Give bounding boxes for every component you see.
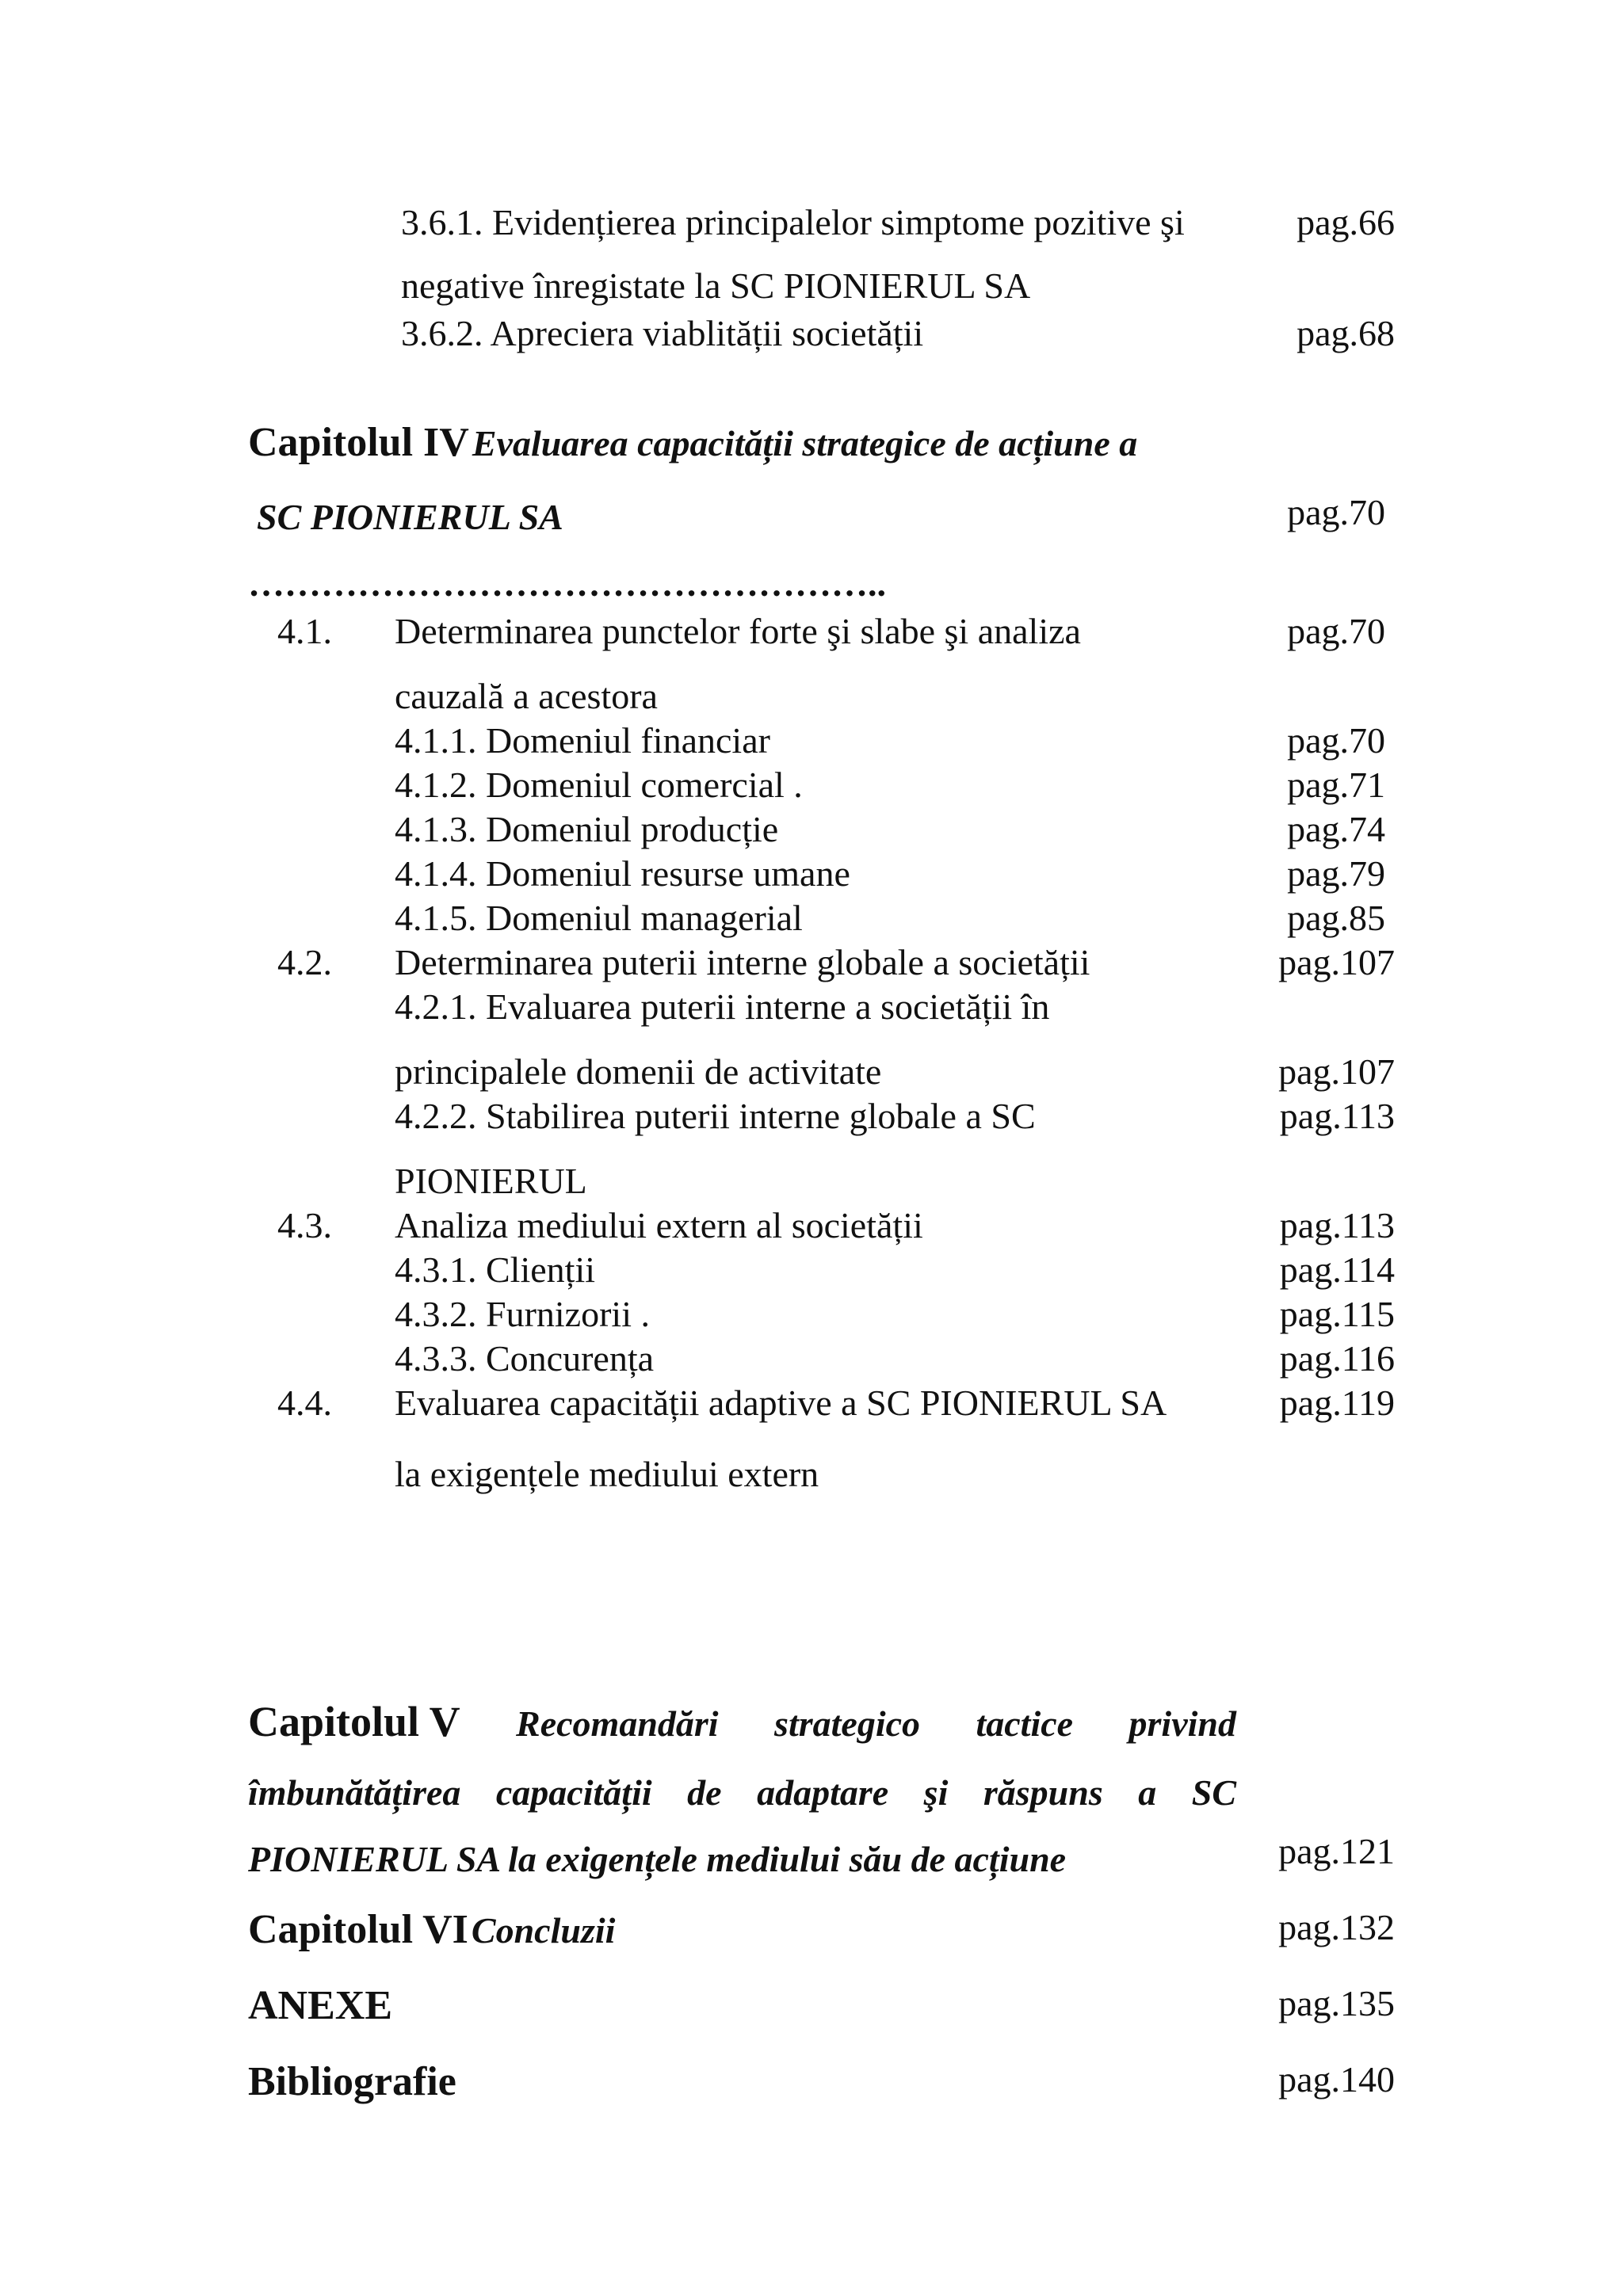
toc-page-4-1-4: pag.79 xyxy=(1287,853,1385,894)
anexe-page: pag.135 xyxy=(1278,1983,1395,2023)
chapter-6-label: Capitolul VI xyxy=(248,1907,468,1952)
chapter-5-word: de xyxy=(687,1772,722,1813)
toc-page-4-2: pag.107 xyxy=(1278,942,1395,982)
toc-entry-4-1-4: 4.1.4. Domeniul resurse umane xyxy=(395,853,850,894)
toc-page-4-3-3: pag.116 xyxy=(1279,1338,1395,1379)
toc-page-4-4: pag.119 xyxy=(1279,1383,1395,1423)
chapter-5-word: şi xyxy=(923,1772,949,1813)
toc-page-4-2-1: pag.107 xyxy=(1278,1051,1395,1092)
chapter-5-page: pag.121 xyxy=(1278,1831,1395,1871)
chapter-5-word: adaptare xyxy=(757,1772,889,1813)
toc-page-3-6-2: pag.68 xyxy=(1296,313,1395,353)
chapter-5-heading xyxy=(248,1700,1236,1743)
bibliografie-page: pag.140 xyxy=(1278,2059,1395,2100)
chapter-5-word: capacității xyxy=(495,1772,652,1813)
toc-entry-3-6-2: 3.6.2. Apreciera viablității societății xyxy=(401,313,924,353)
toc-page-3-6-1: pag.66 xyxy=(1296,202,1395,242)
toc-entry-4-4-cont: la exigențele mediului extern xyxy=(395,1454,819,1494)
toc-page-4-1: pag.70 xyxy=(1287,611,1385,651)
toc-num-4-4: 4.4. xyxy=(277,1383,332,1423)
toc-entry-4-2: Determinarea puterii interne globale a societății xyxy=(395,942,1090,982)
toc-entry-4-4: Evaluarea capacității adaptive a SC PIONIERUL SA xyxy=(395,1383,1167,1423)
toc-entry-4-1-5: 4.1.5. Domeniul managerial xyxy=(395,898,803,938)
chapter-5-word: tactice xyxy=(976,1703,1074,1744)
chapter-5-word: îmbunătățirea xyxy=(248,1772,461,1813)
chapter-5-title-line2 xyxy=(248,1772,1236,1813)
chapter-5-word: răspuns xyxy=(983,1772,1103,1813)
toc-page-4-1-3: pag.74 xyxy=(1287,809,1385,849)
chapter-4-dots: …………………………………………….. xyxy=(248,563,886,604)
chapter-5-label: Capitolul V xyxy=(248,1698,460,1745)
toc-entry-3-6-1: 3.6.1. Evidențierea principalelor simptome pozitive şi xyxy=(401,202,1185,242)
toc-entry-4-3-3: 4.3.3. Concurența xyxy=(395,1338,655,1379)
chapter-5-word: SC xyxy=(1191,1772,1236,1813)
toc-num-4-2: 4.2. xyxy=(277,942,332,982)
chapter-6-heading xyxy=(248,1909,615,1951)
toc-page-4-3-1: pag.114 xyxy=(1279,1249,1395,1290)
bibliografie-heading: Bibliografie xyxy=(248,2059,456,2104)
toc-page-4-3-2: pag.115 xyxy=(1279,1294,1395,1334)
chapter-4-label: Capitolul IV xyxy=(248,420,469,465)
toc-entry-4-3: Analiza mediului extern al societății xyxy=(395,1205,923,1245)
toc-entry-4-2-2: 4.2.2. Stabilirea puterii interne globale a SC xyxy=(395,1096,1036,1136)
chapter-4-title-cont: SC PIONIERUL SA xyxy=(257,497,563,537)
chapter-5-word: strategico xyxy=(774,1703,921,1744)
toc-entry-3-6-1-cont: negative înregistate la SC PIONIERUL SA xyxy=(401,265,1031,306)
chapter-5-word: privind xyxy=(1128,1703,1236,1744)
toc-entry-4-2-1-cont: principalele domenii de activitate xyxy=(395,1051,882,1092)
toc-entry-4-3-1: 4.3.1. Clienții xyxy=(395,1249,595,1290)
anexe-heading: ANEXE xyxy=(248,1983,393,2028)
chapter-4-heading xyxy=(248,422,1137,463)
toc-entry-4-3-2: 4.3.2. Furnizorii . xyxy=(395,1294,650,1334)
chapter-5-word: a xyxy=(1138,1772,1157,1813)
chapter-4-title: Evaluarea capacității strategice de acțiune a xyxy=(472,423,1138,463)
toc-entry-4-1-1: 4.1.1. Domeniul financiar xyxy=(395,720,770,761)
toc-entry-4-1-3: 4.1.3. Domeniul producție xyxy=(395,809,779,849)
chapter-5-title-line3: PIONIERUL SA la exigențele mediului său de acțiune xyxy=(248,1839,1067,1879)
toc-entry-4-2-1: 4.2.1. Evaluarea puterii interne a societății în xyxy=(395,986,1050,1027)
toc-num-4-3: 4.3. xyxy=(277,1205,332,1245)
toc-page-4-1-2: pag.71 xyxy=(1287,765,1385,805)
toc-page-4-2-2: pag.113 xyxy=(1279,1096,1395,1136)
chapter-5-word: Recomandări xyxy=(516,1703,719,1744)
toc-page-4-1-5: pag.85 xyxy=(1287,898,1385,938)
chapter-6-page: pag.132 xyxy=(1278,1907,1395,1947)
chapter-6-title: Concluzii xyxy=(471,1910,616,1951)
toc-entry-4-1-2: 4.1.2. Domeniul comercial . xyxy=(395,765,803,805)
toc-entry-4-1-cont: cauzală a acestora xyxy=(395,676,658,716)
toc-page-4-3: pag.113 xyxy=(1279,1205,1395,1245)
toc-page-4-1-1: pag.70 xyxy=(1287,720,1385,761)
toc-num-4-1: 4.1. xyxy=(277,611,332,651)
chapter-4-page: pag.70 xyxy=(1287,492,1385,532)
toc-entry-4-1: Determinarea punctelor forte şi slabe şi analiza xyxy=(395,611,1081,651)
toc-entry-4-2-2-cont: PIONIERUL xyxy=(395,1161,587,1201)
